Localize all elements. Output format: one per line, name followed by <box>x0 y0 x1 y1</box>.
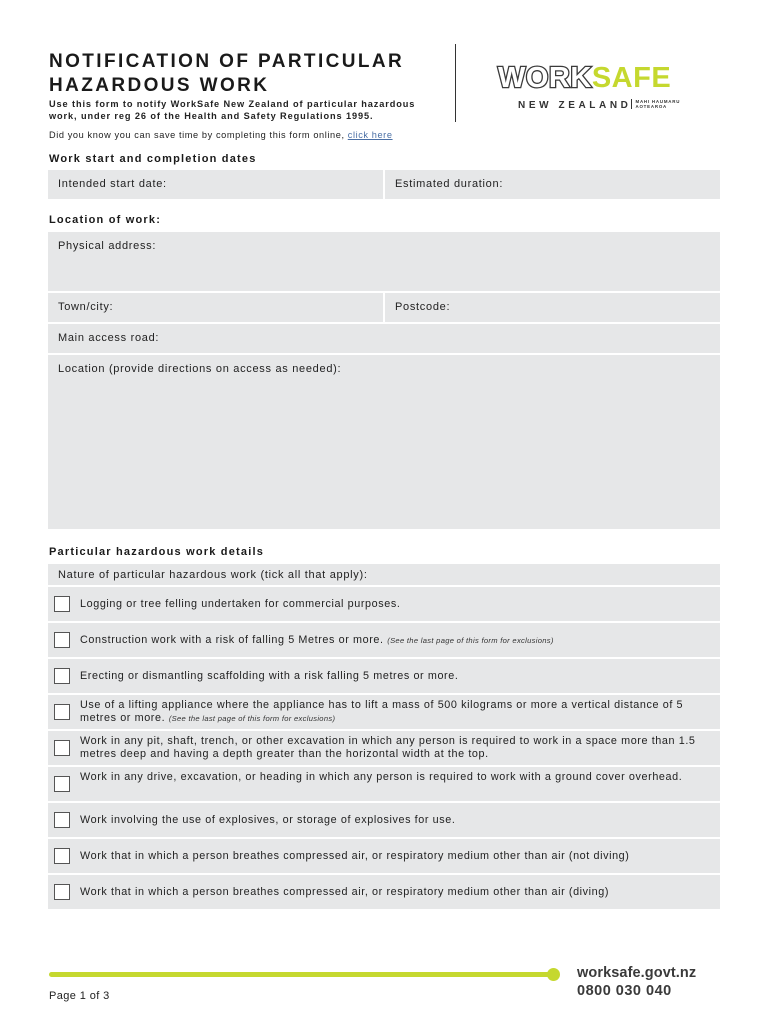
page-title <box>49 50 449 98</box>
access-road-label: Main access road: <box>58 332 160 344</box>
hazard-label: Use of a lifting appliance where the appliance has to lift a mass of 500 kilograms or more a vertical distance of 5 metres or more. <box>80 699 684 724</box>
hazard-checkbox-construction[interactable] <box>54 632 70 648</box>
duration-field[interactable] <box>385 170 720 199</box>
hazard-text-construction <box>80 634 714 647</box>
physical-address-field[interactable] <box>48 232 720 291</box>
postcode-label: Postcode: <box>395 301 451 313</box>
nature-label: Nature of particular hazardous work (tick all that apply): <box>58 569 368 581</box>
form-header <box>0 0 770 150</box>
hazard-checkbox-scaffolding[interactable] <box>54 668 70 684</box>
footer-website: worksafe.govt.nz <box>577 965 697 981</box>
hazard-label: Erecting or dismantling scaffolding with a risk falling 5 metres or more. <box>80 670 459 682</box>
worksafe-logo <box>498 63 708 113</box>
hazard-row-diving <box>48 875 720 909</box>
hazard-row-explosives <box>48 803 720 837</box>
hazard-checkbox-explosives[interactable] <box>54 812 70 828</box>
logo-separator <box>631 99 632 109</box>
hazard-label: Work that in which a person breathes compressed air, or respiratory medium other than air (diving) <box>80 886 610 898</box>
hazard-row-excavation <box>48 731 720 765</box>
hazard-label: Logging or tree felling undertaken for commercial purposes. <box>80 598 401 610</box>
hazard-text-excavation <box>80 735 714 761</box>
hazard-text-logging <box>80 598 714 611</box>
intro-line-2: work, under reg 26 of the Health and Safety Regulations 1995. <box>49 111 374 121</box>
start-date-label: Intended start date: <box>58 178 167 190</box>
click-here-link[interactable]: click here <box>347 130 393 140</box>
online-notice-text: Did you know you can save time by completing this form online, <box>49 130 345 140</box>
hazard-text-lifting <box>80 699 714 725</box>
nature-header <box>48 564 720 585</box>
hazard-checkbox-compressed-air[interactable] <box>54 848 70 864</box>
hazard-row-logging <box>48 587 720 621</box>
exclusions-note: (See the last page of this form for exclusions) <box>168 714 336 723</box>
hazard-row-drive <box>48 767 720 801</box>
logo-word-safe: SAFE <box>591 62 672 94</box>
logo-word-work: WORK <box>498 62 592 94</box>
town-label: Town/city: <box>58 301 114 313</box>
hazard-row-construction <box>48 623 720 657</box>
hazard-checkbox-excavation[interactable] <box>54 740 70 756</box>
page-number: Page 1 of 3 <box>49 990 110 1002</box>
start-date-field[interactable] <box>48 170 383 199</box>
section-title-hazardous: Particular hazardous work details <box>49 546 265 558</box>
hazard-text-explosives <box>80 814 714 827</box>
hazard-label: Work involving the use of explosives, or storage of explosives for use. <box>80 814 456 826</box>
header-divider <box>455 44 456 122</box>
hazard-checkbox-diving[interactable] <box>54 884 70 900</box>
logo-maori <box>635 99 680 109</box>
logo-country: NEW ZEALAND <box>518 100 632 111</box>
footer-accent-dot <box>547 968 560 981</box>
intro-line-1: Use this form to notify WorkSafe New Zealand of particular hazardous <box>49 99 416 109</box>
directions-label: Location (provide directions on access as needed): <box>58 363 342 375</box>
hazard-checkbox-drive[interactable] <box>54 776 70 792</box>
hazard-text-compressed-air <box>80 850 714 863</box>
logo-maori-line-2: AOTEAROA <box>635 103 668 109</box>
footer-accent-line <box>49 972 555 977</box>
hazard-row-compressed-air <box>48 839 720 873</box>
hazard-text-scaffolding <box>80 670 714 683</box>
hazard-checkbox-logging[interactable] <box>54 596 70 612</box>
hazard-text-drive <box>80 771 714 784</box>
hazard-text-diving <box>80 886 714 899</box>
hazard-label: Work in any pit, shaft, trench, or other excavation in which any person is required to work in a space more than 1.5 metres deep and having a depth greater than the horizontal width at the top. <box>80 735 696 760</box>
directions-field[interactable] <box>48 355 720 529</box>
logo-subtitle <box>518 95 680 113</box>
hazard-row-lifting <box>48 695 720 729</box>
town-field[interactable] <box>48 293 383 322</box>
section-title-dates: Work start and completion dates <box>49 153 257 165</box>
exclusions-note: (See the last page of this form for exclusions) <box>387 636 554 645</box>
logo-maori-line-1: MAHI HAUMARU <box>635 98 681 104</box>
hazard-row-scaffolding <box>48 659 720 693</box>
online-notice <box>49 130 469 140</box>
hazard-checkbox-lifting[interactable] <box>54 704 70 720</box>
duration-label: Estimated duration: <box>395 178 504 190</box>
postcode-field[interactable] <box>385 293 720 322</box>
section-title-location: Location of work: <box>49 214 162 226</box>
title-line-1: NOTIFICATION OF PARTICULAR <box>49 51 405 72</box>
title-line-2: HAZARDOUS WORK <box>49 75 270 96</box>
logo-wordmark <box>498 63 708 93</box>
access-road-field[interactable] <box>48 324 720 353</box>
intro-text <box>49 98 449 122</box>
hazard-label: Work in any drive, excavation, or heading in which any person is required to work with a ground cover overhead. <box>80 771 683 783</box>
hazard-label: Construction work with a risk of falling 5 Metres or more. <box>80 634 384 646</box>
hazard-label: Work that in which a person breathes compressed air, or respiratory medium other than air (not diving) <box>80 850 630 862</box>
footer-phone: 0800 030 040 <box>577 983 672 999</box>
physical-address-label: Physical address: <box>58 240 157 252</box>
